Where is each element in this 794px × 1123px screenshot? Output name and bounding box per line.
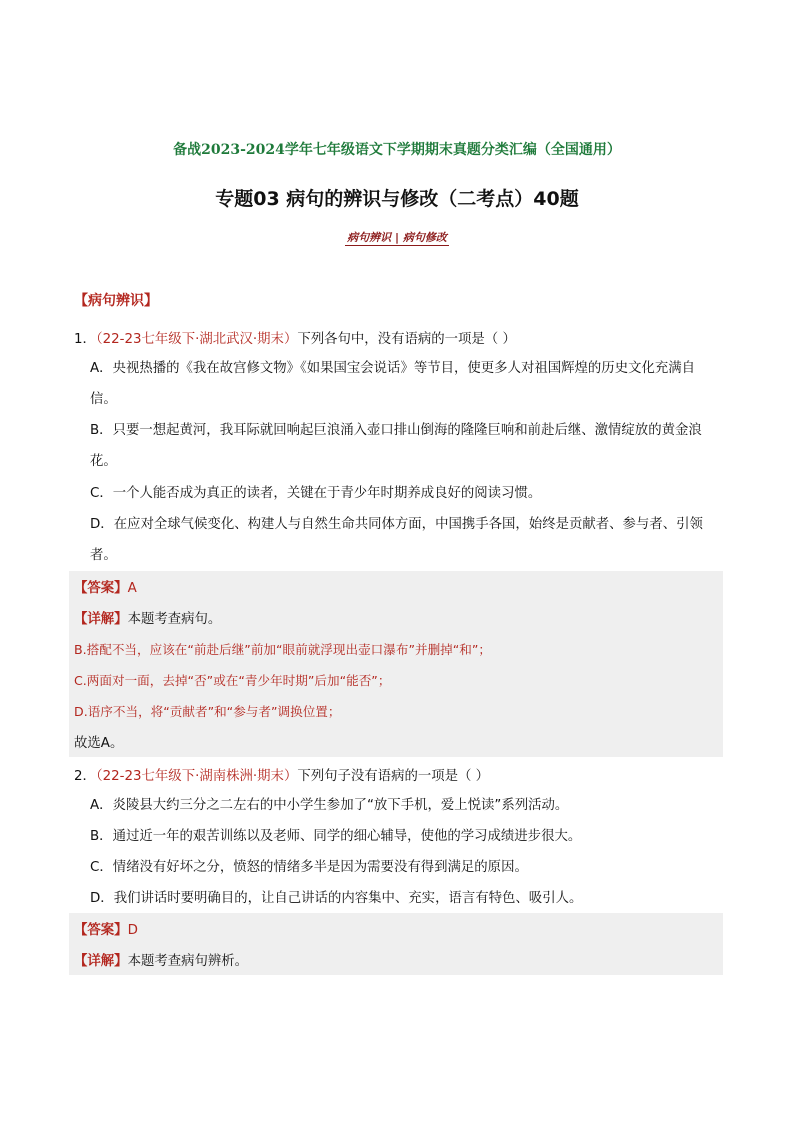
question-source: （22-23七年级下·湖南株洲·期末）	[95, 769, 298, 784]
answer-label: 【答案】	[74, 581, 128, 596]
question-1-option-a: A．央视热播的《我在故宫修文物》《如果国宝会说话》等节目，使更多人对祖国辉煌的历史文化充满自信。	[90, 361, 696, 407]
question-number: 2．	[74, 769, 96, 784]
question-2-stem	[74, 765, 489, 784]
question-text: 下列句子没有语病的一项是（ ）	[297, 769, 490, 784]
answer-line	[74, 577, 137, 596]
question-2-option-c: C．情绪没有好坏之分，愤怒的情绪多半是因为需要没有得到满足的原因。	[90, 860, 528, 875]
question-1-stem	[74, 328, 516, 347]
detail-line	[74, 608, 221, 627]
question-2-option-d: D．我们讲话时要明确目的，让自己讲话的内容集中、充实，语言有特色、吸引人。	[90, 891, 583, 906]
answer-label: 【答案】	[74, 923, 128, 938]
series-title: 备战2023-2024学年七年级语文下学期期末真题分类汇编（全国通用）	[173, 142, 621, 158]
question-2-option-a: A．炎陵县大约三分之二左右的中小学生参加了“放下手机，爱上悦读”系列活动。	[90, 798, 569, 813]
question-1-option-b: B．只要一想起黄河，我耳际就回响起巨浪涌入壶口排山倒海的隆隆巨响和前赴后继、激情绽放的黄金浪花。	[90, 423, 702, 469]
answer-value: A	[127, 581, 137, 596]
detail-label: 【详解】	[74, 954, 128, 969]
question-1-answer-box	[69, 571, 723, 757]
question-1-option-c: C．一个人能否成为真正的读者，关键在于青少年时期养成良好的阅读习惯。	[90, 486, 542, 501]
question-number: 1．	[74, 332, 96, 347]
page-title: 专题03 病句的辨识与修改（二考点）40题	[215, 188, 579, 210]
question-2-answer-box	[69, 913, 723, 975]
detail-label: 【详解】	[74, 612, 128, 627]
analysis-line: C.两面对一面，去掉“否”或在“青少年时期”后加“能否”；	[74, 673, 391, 688]
topic-subtitle-text: 病句辨识 | 病句修改	[347, 231, 447, 244]
section-heading: 【病句辨识】	[74, 293, 158, 309]
question-text: 下列各句中，没有语病的一项是（ ）	[297, 332, 516, 347]
analysis-line: D.语序不当，将“贡献者”和“参与者”调换位置；	[74, 704, 341, 719]
question-2-option-b: B．通过近一年的艰苦训练以及老师、同学的细心辅导，使他的学习成绩进步很大。	[90, 829, 582, 844]
topic-subtitle	[0, 229, 794, 245]
question-1-option-d: D．在应对全球气候变化、构建人与自然生命共同体方面，中国携手各国，始终是贡献者、参与者、引领者。	[90, 517, 703, 563]
question-source: （22-23七年级下·湖北武汉·期末）	[95, 332, 298, 347]
analysis-line: B.搭配不当，应该在“前赴后继”前加“眼前就浮现出壶口瀑布”并删掉“和”；	[74, 642, 492, 657]
detail-line	[74, 950, 248, 969]
conclusion-line: 故选A。	[74, 736, 124, 751]
answer-value: D	[127, 923, 138, 938]
answer-line	[74, 919, 138, 938]
detail-text: 本题考查病句辨析。	[127, 954, 249, 969]
detail-text: 本题考查病句。	[127, 612, 222, 627]
